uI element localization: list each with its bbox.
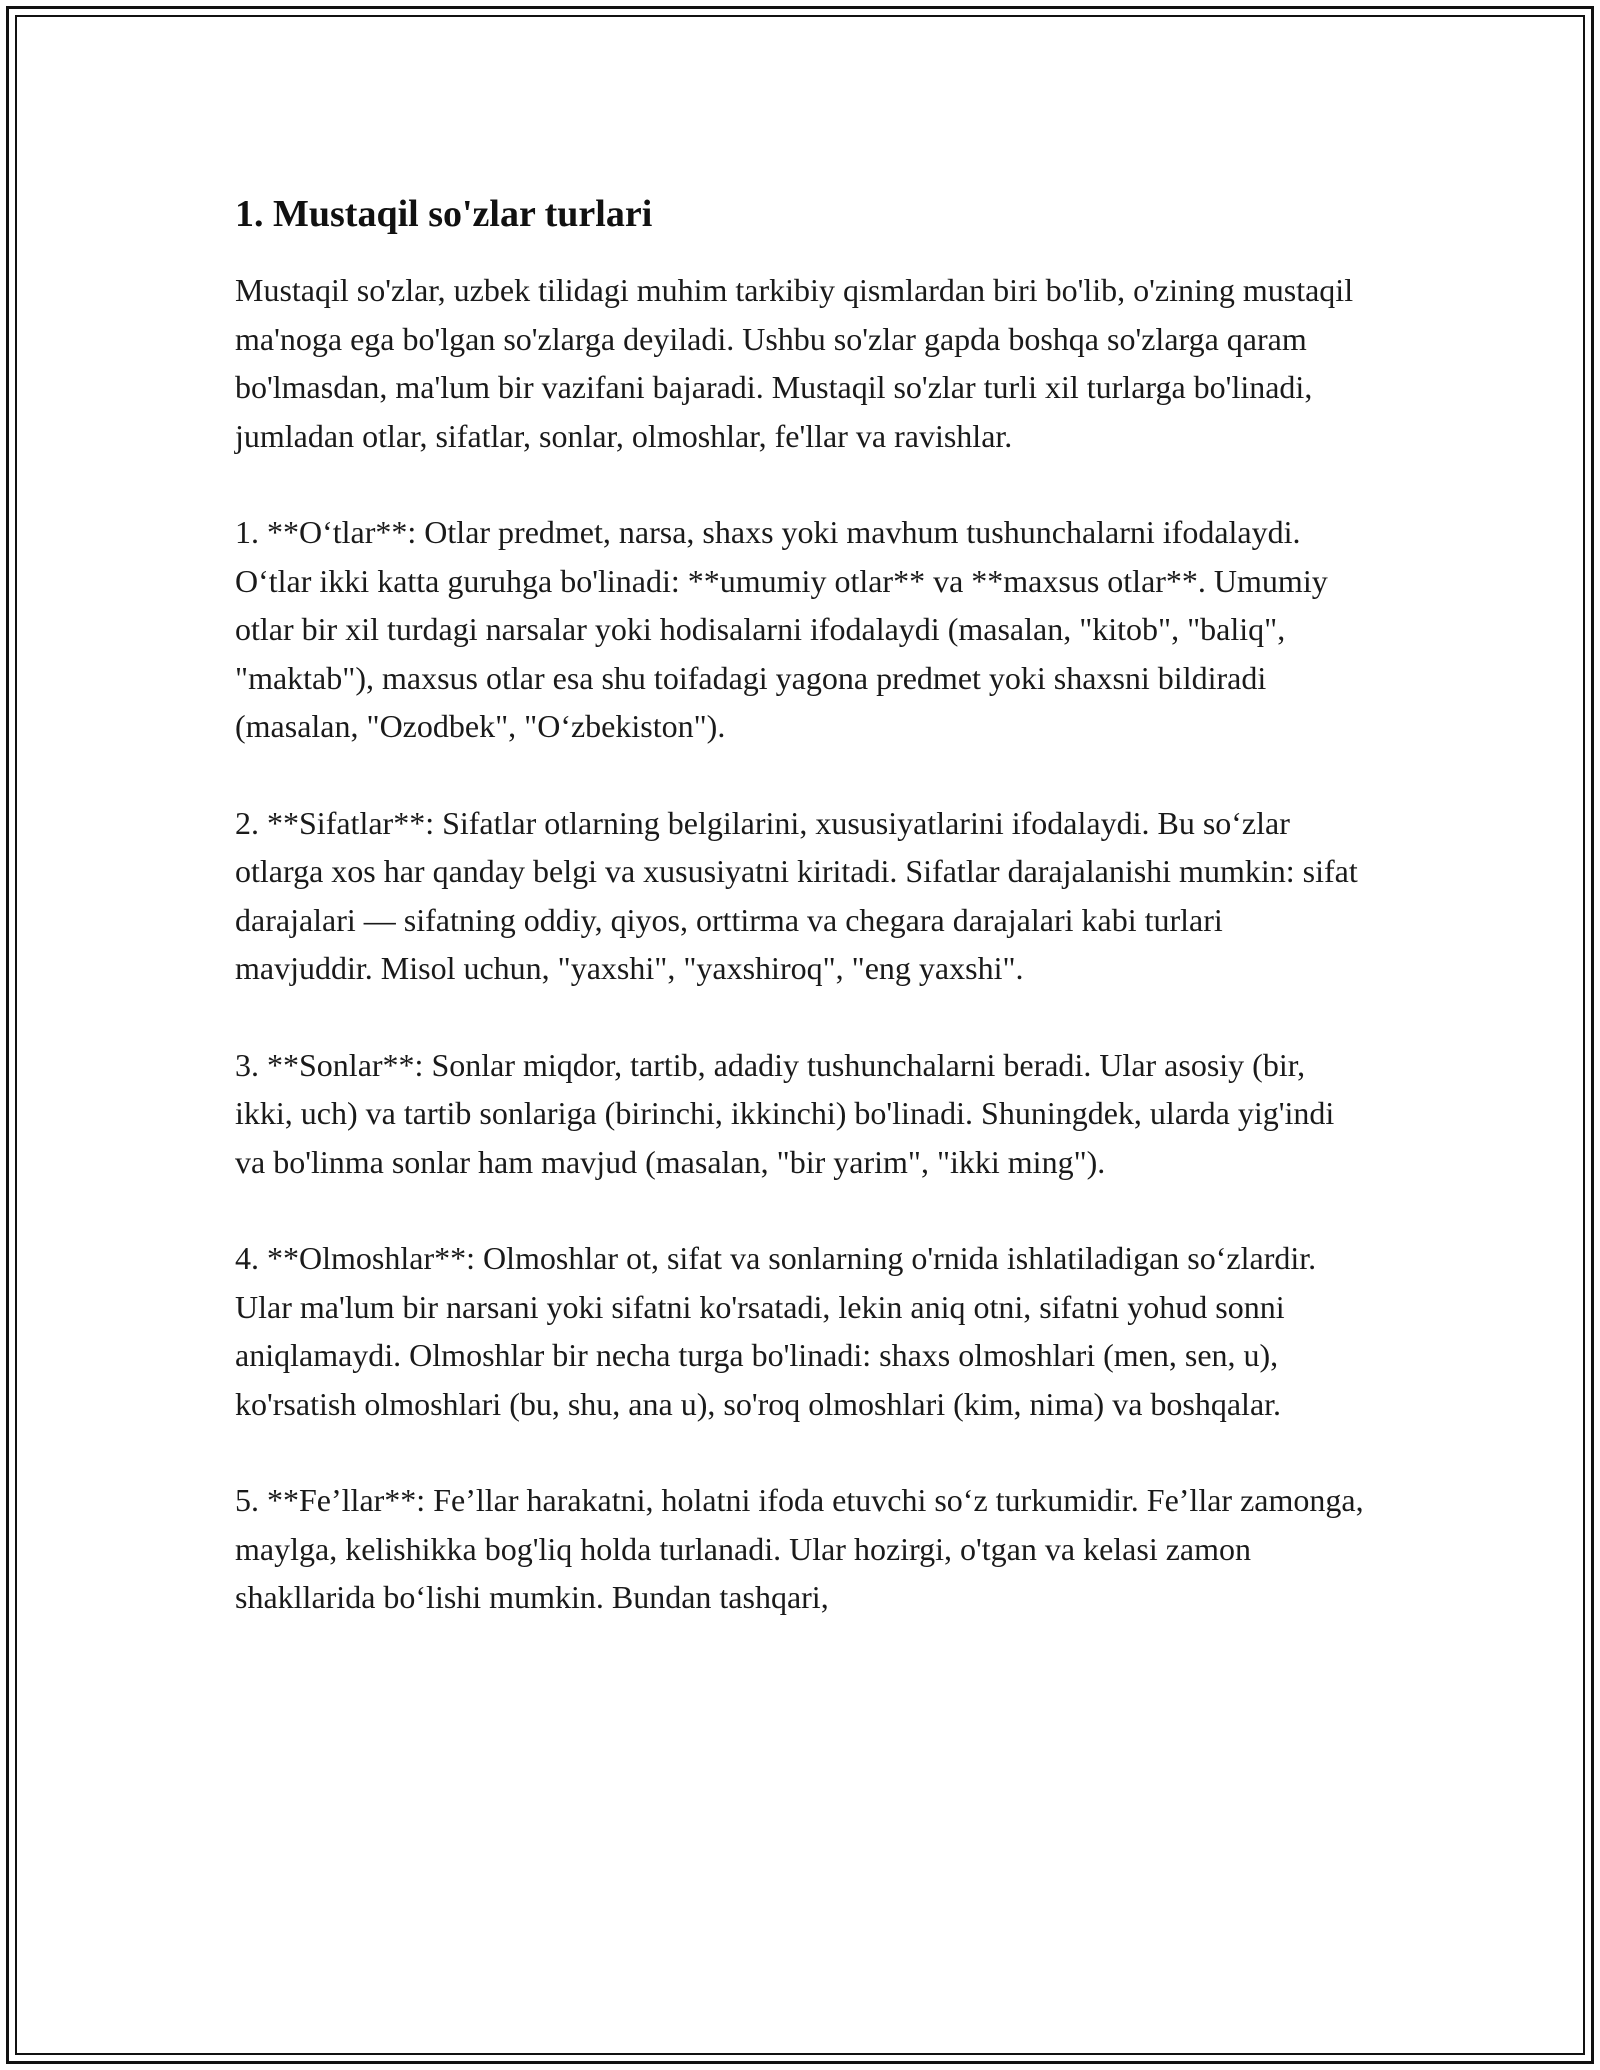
paragraph-olmoshlar: 4. **Olmoshlar**: Olmoshlar ot, sifat va sonlarning o'rnida ishlatiladigan so‘zlardir. Ular ma'lum bir narsani yoki sifatni ko'rsatadi, lekin aniq otni, sifatni yohud sonni aniqlamaydi. Olmoshlar bir necha turga bo'linadi: shaxs olmoshlari (men, sen, u), ko'rsatish olmoshlari (bu, shu, ana u), so'roq olmoshlari (kim, nima) va boshqalar.	[235, 1240, 1317, 1422]
paragraph-sonlar: 3. **Sonlar**: Sonlar miqdor, tartib, adadiy tushunchalarni beradi. Ular asosiy (bir, ikki, uch) va tartib sonlariga (birinchi, ikkinchi) bo'linadi. Shuningdek, ularda yig'indi va bo'linma sonlar ham mavjud (masalan, "bir yarim", "ikki ming").	[235, 1046, 1335, 1180]
intro-paragraph: Mustaqil so'zlar, uzbek tilidagi muhim tarkibiy qismlardan biri bo'lib, o'zining mustaqil ma'noga ega bo'lgan so'zlarga deyiladi. Ushbu so'zlar gapda boshqa so'zlarga qaram bo'lmasdan, ma'lum bir vazifani bajaradi. Mustaqil so'zlar turli xil turlarga bo'linadi, jumladan otlar, sifatlar, sonlar, olmoshlar, fe'llar va ravishlar.	[235, 272, 1354, 454]
paragraph-otlar: 1. **O‘tlar**: Otlar predmet, narsa, shaxs yoki mavhum tushunchalarni ifodalaydi. O‘tlar ikki katta guruhga bo'linadi: **umumiy otlar** va **maxsus otlar**. Umumiy otlar bir xil turdagi narsalar yoki hodisalarni ifodalaydi (masalan, "kitob", "baliq", "maktab"), maxsus otlar esa shu toifadagi yagona predmet yoki shaxsni bildiradi (masalan, "Ozodbek", "O‘zbekiston").	[235, 514, 1328, 744]
paragraph-sifatlar: 2. **Sifatlar**: Sifatlar otlarning belgilarini, xususiyatlarini ifodalaydi. Bu so‘zlar otlarga xos har qanday belgi va xususiyatni kiritadi. Sifatlar darajalanishi mumkin: sifat darajalari — sifatning oddiy, qiyos, orttirma va chegara darajalari kabi turlari mavjuddir. Misol uchun, "yaxshi", "yaxshiroq", "eng yaxshi".	[235, 804, 1358, 986]
paragraph-fellar: 5. **Fe’llar**: Fe’llar harakatni, holatni ifoda etuvchi so‘z turkumidir. Fe’llar zamonga, maylga, kelishikka bog'liq holda turlanadi. Ular hozirgi, o'tgan va kelasi zamon shakllarida bo‘lishi mumkin. Bundan tashqari,	[235, 1482, 1364, 1615]
document-body	[235, 190, 1365, 1670]
section-heading: 1. Mustaqil so'zlar turlari	[235, 193, 653, 235]
